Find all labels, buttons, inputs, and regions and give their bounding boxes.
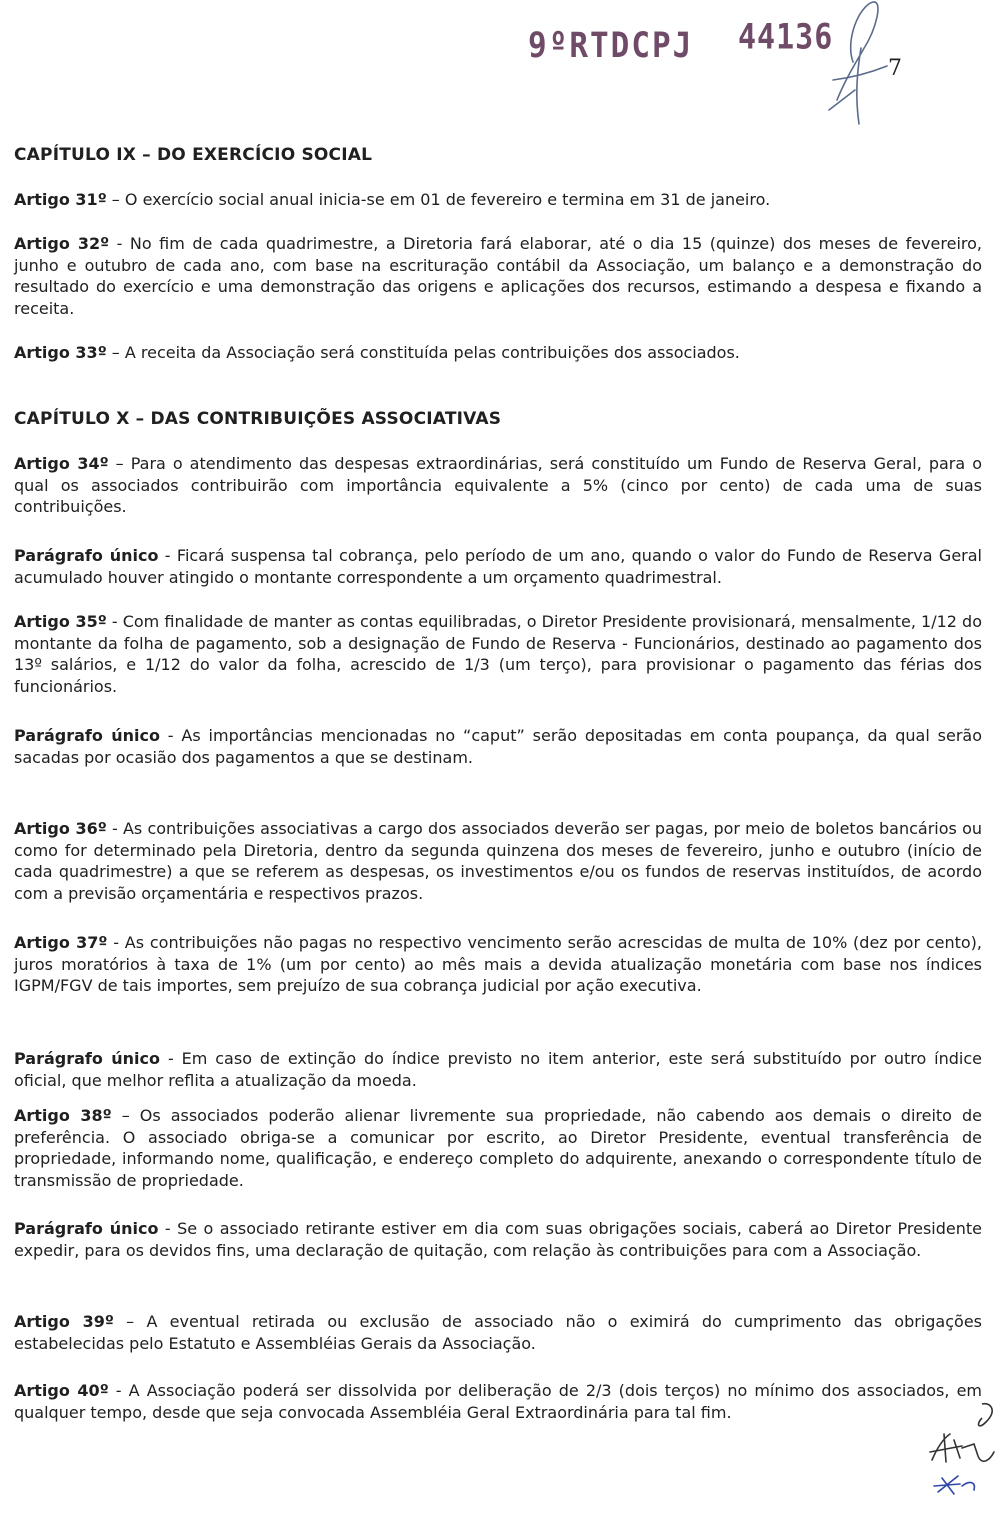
article-paragraph	[14, 233, 982, 319]
article-label: Parágrafo único	[14, 546, 159, 565]
article-label: Artigo 32º	[14, 234, 110, 253]
article-text: - As importâncias mencionadas no “caput” serão depositadas em conta poupança, da qual serão sacadas por ocasião dos pagamentos a que se destinam.	[14, 726, 983, 767]
article-label: Artigo 33º	[14, 343, 107, 362]
chapter-heading: CAPÍTULO X – DAS CONTRIBUIÇÕES ASSOCIATIVAS	[14, 409, 502, 429]
article-label: Artigo 37º	[14, 933, 108, 952]
article-label: Artigo 38º	[14, 1106, 112, 1125]
article-text: - No fim de cada quadrimestre, a Diretoria fará elaborar, até o dia 15 (quinze) dos meses de fevereiro, junho e outubro de cada ano, com base na escrituração contábil da Associação, um balanço e a demonstração do resultado do exercício e uma demonstração das origens e aplicações dos recursos, estimando a despesa e fixando a receita.	[14, 234, 982, 318]
article-label: Artigo 31º	[14, 190, 107, 209]
article-label: Parágrafo único	[14, 1049, 161, 1068]
article-text: - A Associação poderá ser dissolvida por deliberação de 2/3 (dois terços) no mínimo dos associados, em qualquer tempo, desde que seja convocada Assembléia Geral Extraordinária para tal fim.	[14, 1381, 982, 1422]
article-text: - As contribuições não pagas no respectivo vencimento serão acrescidas de multa de 10% (dez por cento), juros moratórios à taxa de 1% (um por cento) ao mês mais a devida atualização monetária com base nos índices IGPM/FGV de tais importes, sem prejuízo de sua cobrança judicial por ação executiva.	[14, 933, 982, 995]
article-paragraph	[14, 611, 982, 697]
article-text: - Ficará suspensa tal cobrança, pelo período de um ano, quando o valor do Fundo de Reserva Geral acumulado houver atingido o montante correspondente a um orçamento quadrimestral.	[14, 546, 982, 587]
page-number: 7	[888, 56, 902, 81]
article-paragraph	[14, 545, 982, 588]
article-paragraph	[14, 1048, 982, 1091]
article-paragraph	[14, 189, 982, 211]
article-text: – Os associados poderão alienar livremente sua propriedade, não cabendo aos demais o direito de preferência. O associado obriga-se a comunicar por escrito, ao Diretor Presidente, eventual transferência de propriedade, informando nome, qualificação, e endereço completo do adquirente, anexando o correspondente título de transmissão de propriedade.	[14, 1106, 983, 1190]
article-text: - Em caso de extinção do índice previsto no item anterior, este será substituído por outro índice oficial, que melhor reflita a atualização da moeda.	[14, 1049, 983, 1090]
article-text: - Com finalidade de manter as contas equilibradas, o Diretor Presidente provisionará, mensalmente, 1/12 do montante da folha de pagamento, sob a designação de Fundo de Reserva - Funcionários, destinado ao pagamento dos 13º salários, e 1/12 do valor da folha, acrescido de 1/3 (um terço), para provisionar o pagamento das férias dos funcionários.	[14, 612, 982, 696]
chapter-heading: CAPÍTULO IX – DO EXERCÍCIO SOCIAL	[14, 145, 373, 165]
article-paragraph	[14, 342, 982, 364]
article-text: – A eventual retirada ou exclusão de associado não o eximirá do cumprimento das obrigações estabelecidas pelo Estatuto e Assembléias Gerais da Associação.	[14, 1312, 982, 1353]
article-text: - As contribuições associativas a cargo dos associados deverão ser pagas, por meio de boletos bancários ou como for determinado pela Diretoria, dentro da segunda quinzena dos meses de fevereiro, junho e outubro (início de cada quadrimestre) a que se referem as despesas, os investimentos e/ou os fundos de reservas instituídos, de acordo com a previsão orçamentária e respectivos prazos.	[14, 819, 982, 903]
article-paragraph	[14, 932, 982, 997]
article-text: – A receita da Associação será constituída pelas contribuições dos associados.	[106, 343, 740, 362]
article-paragraph	[14, 453, 982, 518]
article-label: Artigo 34º	[14, 454, 109, 473]
article-label: Artigo 35º	[14, 612, 107, 631]
article-label: Parágrafo único	[14, 726, 160, 745]
article-label: Artigo 36º	[14, 819, 107, 838]
article-paragraph	[14, 1218, 982, 1261]
article-paragraph	[14, 1380, 982, 1423]
article-text: – Para o atendimento das despesas extraordinárias, será constituído um Fundo de Reserva Geral, para o qual os associados contribuirão com importância equivalente a 5% (cinco por cento) de cada uma de suas contribuições.	[14, 454, 982, 516]
stamp-number: 44136	[738, 17, 834, 58]
article-label: Artigo 40º	[14, 1381, 109, 1400]
stamp-registry: 9ºRTDCPJ	[528, 25, 694, 67]
article-text: – O exercício social anual inicia-se em 01 de fevereiro e termina em 31 de janeiro.	[106, 190, 771, 209]
article-text: - Se o associado retirante estiver em dia com suas obrigações sociais, caberá ao Diretor Presidente expedir, para os devidos fins, uma declaração de quitação, com relação às contribuições para com a Associação.	[14, 1219, 982, 1260]
article-paragraph	[14, 725, 982, 768]
article-label: Artigo 39º	[14, 1312, 114, 1331]
article-label: Parágrafo único	[14, 1219, 159, 1238]
article-paragraph	[14, 818, 982, 904]
article-paragraph	[14, 1105, 982, 1191]
article-paragraph	[14, 1311, 982, 1354]
